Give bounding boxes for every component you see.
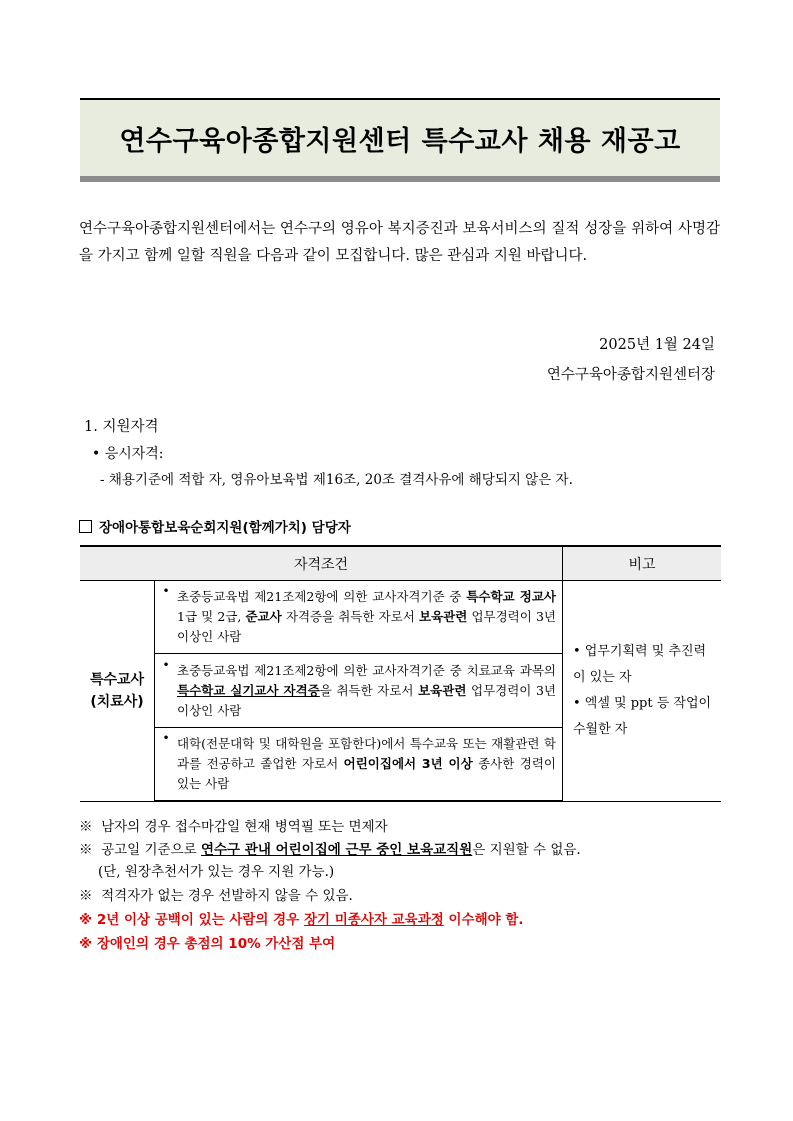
bullet: •	[162, 730, 170, 745]
title-banner	[80, 98, 720, 182]
footnote-exception: (단, 원장추천서가 있는 경우 지원 가능.)	[98, 864, 335, 880]
condition-row	[155, 654, 563, 728]
note-item: • 엑셀 및 ppt 등 작업이 수월한 자	[573, 695, 712, 737]
eligibility-label: • 응시자격:	[92, 446, 164, 462]
header-conditions: 자격조건	[80, 546, 563, 581]
eligibility-detail: - 채용기준에 적합 자, 영유아보육법 제16조, 20조 결격사유에 해당되지 않은 자.	[100, 472, 573, 488]
role-line-1: 특수교사	[89, 671, 145, 688]
footnote-exclusion: ※ 공고일 기준으로 연수구 관내 어린이집에 근무 중인 보육교직원은 지원할 수 없음.	[79, 842, 581, 858]
role-line-2: (치료사)	[90, 693, 144, 710]
condition-text: 대학(전문대학 및 대학원을 포함한다)에서 특수교육 또는 재활관련 학과를 전공하고 졸업한 자로서 어린이집에서 3년 이상 종사한 경력이 있는 사람	[177, 736, 556, 791]
footnote-disability-bonus: ※ 장애인의 경우 총점의 10% 가산점 부여	[79, 936, 336, 952]
notes-cell	[563, 581, 722, 802]
footnote-career-gap: ※ 2년 이상 공백이 있는 사람의 경우 장기 미종사자 교육과정 이수해야 함.	[79, 912, 524, 928]
footnote-military: ※ 남자의 경우 접수마감일 현재 병역필 또는 면제자	[79, 819, 388, 835]
bullet: •	[162, 583, 170, 598]
intro-paragraph: 연수구육아종합지원센터에서는 연수구의 영유아 복지증진과 보육서비스의 질적 성장을 위하여 사명감을 가지고 함께 일할 직원을 다음과 같이 모집합니다. 많은 관심과 지원 바랍니다.	[79, 221, 720, 264]
condition-row	[155, 581, 563, 654]
issuer-name: 연수구육아종합지원센터장	[546, 367, 715, 383]
footnote-no-selection: ※ 적격자가 없는 경우 선발하지 않을 수 있음.	[79, 888, 353, 904]
condition-row	[155, 728, 563, 802]
page-title: 연수구육아종합지원센터 특수교사 채용 재공고	[119, 125, 681, 157]
condition-text: 초중등교육법 제21조제2항에 의한 교사자격기준 중 특수학교 정교사 1급 및 2급, 준교사 자격증을 취득한 자로서 보육관련 업무경력이 3년 이상인 사람	[177, 589, 556, 644]
section-heading: 1. 지원자격	[84, 419, 159, 435]
role-cell	[80, 581, 155, 802]
checkbox-icon	[79, 520, 92, 533]
bullet: •	[162, 656, 170, 672]
note-item: • 업무기획력 및 추진력이 있는 자	[573, 643, 707, 685]
condition-text: 초중등교육법 제21조제2항에 의한 교사자격기준 중 치료교육 과목의 특수학교 실기교사 자격증을 취득한 자로서 보육관련 업무경력이 3년 이상인 사람	[177, 662, 556, 718]
position-title	[79, 516, 351, 536]
position-title-text: 장애아통합보육순회지원(함께가치) 담당자	[99, 520, 351, 536]
requirements-table	[80, 545, 721, 802]
announcement-date: 2025년 1월 24일	[599, 337, 715, 353]
header-notes: 비고	[563, 546, 722, 581]
